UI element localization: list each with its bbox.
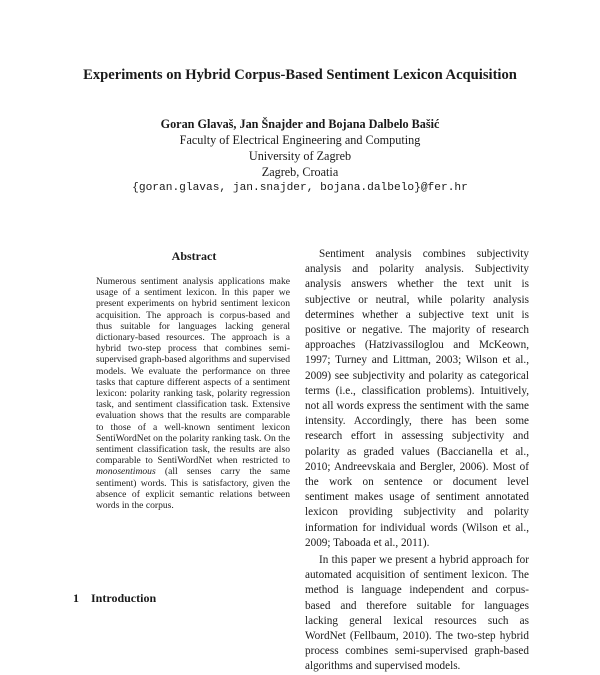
abstract-text-part-2: (all senses carry the same sentiment) words. This is satisfactory, given the absence of explicit semantic relations between words in the corpus. bbox=[96, 466, 290, 512]
abstract-heading: Abstract bbox=[171, 249, 217, 263]
abstract-text-part-1: Numerous sentiment analysis applications make usage of a sentiment lexicon. In this paper we present experiments on hybrid sentiment lexicon acquisition. The approach is corpus-based and thus suitable for languages lacking general dictionary-based resources. The approach is a hybrid two-step process that combines semi-supervised graph-based algorithms and supervised models. We evaluate the performance on three tasks that capture different aspects of a sentiment lexicon: polarity ranking task, polarity regression task, and sentiment classification task. Extensive evaluation shows that the results are comparable to those of a well-known sentiment lexicon SentiWordNet on the polarity ranking task. On the sentiment classification task, the results are also comparable to SentiWordNet when restricted to bbox=[96, 276, 290, 467]
body-column bbox=[305, 247, 529, 675]
body-paragraph-2: In this paper we present a hybrid approach for automated acquisition of sentiment lexicon. The method is language independent and corpus-based and therefore suitable for languages lacking general lexical resources such as WordNet (Fellbaum, 2010). The two-step hybrid process combines semi-supervised graph-based algorithms and supervised models. bbox=[305, 554, 529, 673]
author-emails: {goran.glavas, jan.snajder, bojana.dalbelo}@fer.hr bbox=[132, 182, 468, 194]
abstract-text-italic: monosentimous bbox=[96, 466, 156, 478]
section-heading bbox=[73, 591, 156, 606]
author-block bbox=[0, 116, 600, 196]
author-names: Goran Glavaš, Jan Šnajder and Bojana Dalbelo Bašić bbox=[160, 117, 440, 131]
abstract-text bbox=[96, 276, 290, 511]
section-number: 1 bbox=[73, 591, 79, 605]
section-title: Introduction bbox=[91, 591, 157, 605]
affiliation-university: University of Zagreb bbox=[248, 149, 352, 163]
paper-title: Experiments on Hybrid Corpus-Based Sentiment Lexicon Acquisition bbox=[83, 67, 517, 83]
affiliation-location: Zagreb, Croatia bbox=[261, 165, 339, 179]
body-paragraph-1: Sentiment analysis combines subjectivity analysis and polarity analysis. Subjectivity analysis answers whether the text unit is subjective or neutral, while polarity analysis determines whether a subjective text unit is positive or negative. The majority of research approaches (Hatzivassiloglou and McKeown, 1997; Turney and Littman, 2003; Wilson et al., 2009) see subjectivity and polarity as categorical terms (i.e., classification problems). Intuitively, not all words express the sentiment with the same intensity. Accordingly, there has been some research effort in assessing subjectivity and polarity as graded values (Baccianella et al., 2010; Andreevskaia and Bergler, 2006). Most of the work on sentence or document level sentiment makes usage of sentiment annotated lexicon providing subjectivity and polarity information for individual words (Wilson et al., 2009; Taboada et al., 2011). bbox=[305, 248, 529, 549]
affiliation-faculty: Faculty of Electrical Engineering and Computing bbox=[179, 133, 421, 147]
